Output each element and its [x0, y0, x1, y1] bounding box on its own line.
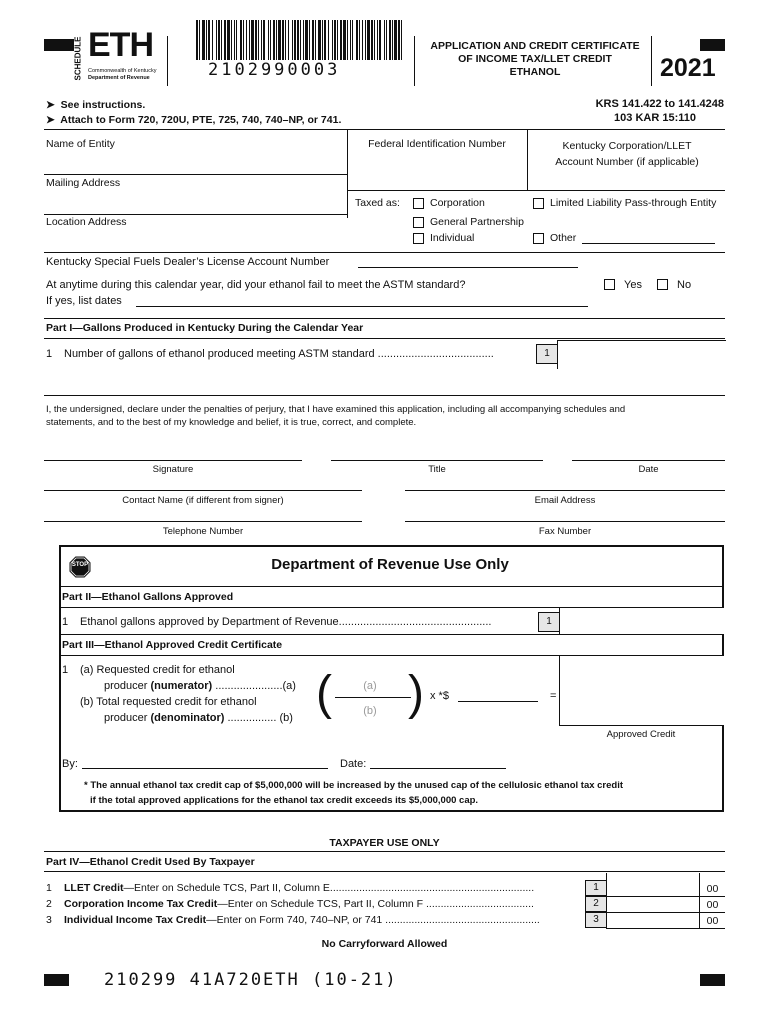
form-title: [410, 40, 660, 79]
part3-line-number: 1: [62, 664, 69, 676]
schedule-vertical-label: [70, 32, 84, 88]
part1-line-box: 1: [536, 344, 558, 364]
barcode-bar: [389, 20, 391, 60]
barcode-bar: [374, 20, 375, 60]
schedule-label: SCHEDULE: [73, 36, 83, 81]
part4-line-text: [64, 882, 576, 894]
barcode-bar: [386, 20, 387, 60]
partnership-checkbox[interactable]: [413, 217, 424, 228]
barcode-bar: [294, 20, 296, 60]
fraction-right-paren: ): [408, 667, 424, 720]
barcode-bar: [224, 20, 226, 60]
taxpayer-rule-2: [44, 871, 725, 872]
part4-cents: 00: [706, 883, 719, 895]
approved-credit-field[interactable]: [559, 656, 724, 726]
llp-checkbox[interactable]: [533, 198, 544, 209]
part4-line-text: [64, 914, 576, 926]
fein-field[interactable]: [350, 152, 524, 174]
part1-line-number: 1: [46, 348, 53, 360]
form-code: ETH: [88, 26, 153, 64]
barcode-bar: [258, 20, 259, 60]
barcode-bar: [379, 20, 381, 60]
corporation-checkbox[interactable]: [413, 198, 424, 209]
telephone-field[interactable]: [44, 521, 362, 522]
barcode-bar: [278, 20, 281, 60]
fraction-numerator: (a): [363, 680, 377, 692]
agency-name: Commonwealth of Kentucky: [88, 68, 157, 74]
barcode-bar: [261, 20, 262, 60]
mailing-address-field[interactable]: [44, 190, 346, 214]
equals-sign: =: [550, 690, 557, 702]
barcode-bar: [246, 20, 247, 60]
barcode-bar: [273, 20, 275, 60]
barcode-bar: [356, 20, 358, 60]
barcode-bar: [340, 20, 342, 60]
barcode-bar: [231, 20, 232, 60]
part2-line-box: 1: [538, 612, 560, 632]
part4-amount-left: [606, 873, 607, 929]
registration-mark-bottom-left: [44, 974, 69, 986]
part4-line-title: Individual Income Tax Credit: [64, 914, 207, 926]
header-divider-1: [167, 36, 168, 86]
barcode-bar: [206, 20, 207, 60]
declaration-text-1: I, the undersigned, declare under the penalties of perjury, that I have examined this application, including all accompanying schedules and: [46, 404, 626, 415]
dates-label: If yes, list dates: [46, 295, 122, 307]
astm-question: At anytime during this calendar year, did your ethanol fail to meet the ASTM standard?: [46, 279, 466, 291]
part3-denominator-label: (denominator): [150, 712, 225, 724]
part4-amount-field[interactable]: [608, 896, 698, 911]
entity-name-label: Name of Entity: [46, 138, 115, 150]
by-label: By:: [62, 758, 78, 770]
part4-line-number: 3: [46, 914, 52, 926]
part2-line-text: Ethanol gallons approved by Department of Revenue..................................................: [80, 616, 492, 628]
part4-line-rest: —Enter on Form 740, 740–NP, or 741 .....................................................: [206, 914, 540, 926]
fuels-license-label: Kentucky Special Fuels Dealer’s License Account Number: [46, 256, 330, 268]
fein-label: Federal Identification Number: [368, 138, 506, 150]
barcode-bar: [305, 20, 308, 60]
instruction-see: ➤ See instructions.: [46, 99, 146, 111]
barcode-bar: [202, 20, 205, 60]
statute-krs: KRS 141.422 to 141.4248: [595, 98, 724, 110]
part1-top-rule: [44, 318, 725, 319]
barcode-bar: [398, 20, 400, 60]
part3-b-line1: (b) Total requested credit for ethanol: [80, 696, 257, 708]
contact-name-label: Contact Name (if different from signer): [122, 495, 284, 506]
part4-line-box: 2: [585, 896, 607, 912]
barcode-bar: [234, 20, 235, 60]
llp-label: Limited Liability Pass-through Entity: [550, 197, 717, 209]
fax-label: Fax Number: [538, 526, 592, 537]
email-label: Email Address: [534, 495, 596, 506]
taxed-as-label: Taxed as:: [355, 197, 400, 209]
signature-label: Signature: [152, 464, 194, 475]
dor-rule-1: [60, 586, 723, 587]
taxpayer-heading: TAXPAYER USE ONLY: [329, 837, 440, 849]
stop-text: STOP: [71, 562, 89, 568]
part3-b-line2: [104, 712, 293, 724]
barcode-bar: [322, 20, 323, 60]
barcode-bar: [270, 20, 271, 60]
partnership-label: General Partnership: [430, 216, 524, 228]
barcode-bar: [240, 20, 242, 60]
registration-mark-bottom-right: [700, 974, 725, 986]
dates-field[interactable]: [136, 306, 588, 307]
part4-amount-field[interactable]: [608, 912, 698, 927]
barcode-bar: [196, 20, 198, 60]
fax-field[interactable]: [405, 521, 725, 522]
other-checkbox[interactable]: [533, 233, 544, 244]
taxpayer-rule-1: [44, 851, 725, 852]
registration-mark-top-right: [700, 39, 725, 51]
barcode-bar: [300, 20, 301, 60]
part3-numerator-label: (numerator): [150, 680, 213, 692]
barcode-bar: [221, 20, 222, 60]
barcode-bar: [352, 20, 353, 60]
barcode-bar: [303, 20, 304, 60]
barcode-bar: [315, 20, 316, 60]
barcode-bar: [392, 20, 393, 60]
entity-name-field[interactable]: [44, 152, 346, 174]
barcode-bar: [384, 20, 385, 60]
part4-cents: 00: [706, 899, 719, 911]
dor-heading: Department of Revenue Use Only: [271, 556, 509, 573]
part4-amount-rule: [606, 928, 725, 929]
part4-line-rest: —Enter on Schedule TCS, Part II, Column F .....................................: [217, 898, 534, 910]
part3-heading: Part III—Ethanol Approved Credit Certificate: [62, 639, 283, 651]
part4-line-title: Corporation Income Tax Credit: [64, 898, 218, 910]
individual-checkbox[interactable]: [413, 233, 424, 244]
part2-gallons-field[interactable]: [559, 608, 724, 635]
declaration-text-2: statements, and to the best of my knowledge and belief, it is true, correct, and complete.: [46, 417, 417, 428]
barcode-bar: [367, 20, 370, 60]
title-field[interactable]: [331, 460, 543, 461]
entity-top-rule: [44, 129, 725, 130]
barcode: [196, 20, 404, 60]
part4-cents: 00: [706, 915, 719, 927]
barcode-bar: [292, 20, 293, 60]
individual-label: Individual: [430, 232, 475, 244]
barcode-bar: [199, 20, 200, 60]
date-label: Date: [638, 464, 659, 475]
barcode-bar: [359, 20, 360, 60]
other-field[interactable]: [582, 243, 715, 244]
credit-cap-note-1: * The annual ethanol tax credit cap of $5,000,000 will be increased by the unused cap of the cellulosic ethanol tax credit: [84, 780, 624, 791]
corporation-label: Corporation: [430, 197, 485, 209]
ky-account-label-1: Kentucky Corporation/LLET: [562, 140, 692, 152]
barcode-bar: [362, 20, 363, 60]
part2-line-number: 1: [62, 616, 69, 628]
fraction-left-paren: (: [316, 667, 332, 720]
barcode-bar: [227, 20, 230, 60]
barcode-bar: [236, 20, 237, 60]
part1-line-text: Number of gallons of ethanol produced meeting ASTM standard ......................................: [64, 348, 494, 360]
part1-bottom-rule: [44, 395, 725, 396]
signature-field[interactable]: [44, 460, 302, 461]
barcode-bar: [212, 20, 213, 60]
barcode-bar: [243, 20, 244, 60]
instruction-attach-text: Attach to Form 720, 720U, PTE, 725, 740, 740–NP, or 741.: [60, 114, 342, 126]
barcode-bar: [263, 20, 265, 60]
part1-heading-rule: [44, 338, 725, 339]
header-divider-3: [651, 36, 652, 86]
barcode-bar: [332, 20, 333, 60]
entity-rule-2b: [347, 190, 725, 191]
barcode-bar: [328, 20, 329, 60]
barcode-bar: [208, 20, 210, 60]
barcode-bar: [285, 20, 286, 60]
barcode-bar: [318, 20, 321, 60]
barcode-bar: [337, 20, 338, 60]
barcode-bar: [371, 20, 373, 60]
instruction-see-text: See instructions.: [60, 99, 146, 111]
barcode-bar: [401, 20, 402, 60]
part3-a-line1: (a) Requested credit for ethanol: [80, 664, 235, 676]
credit-cap-field[interactable]: [458, 701, 538, 702]
barcode-bar: [255, 20, 257, 60]
barcode-bar: [249, 20, 250, 60]
part3-b-pre: producer: [104, 712, 151, 724]
statute-kar: 103 KAR 15:110: [614, 112, 696, 124]
barcode-bar: [343, 20, 346, 60]
fraction-denominator: (b): [363, 705, 377, 717]
barcode-graphic: [196, 20, 404, 60]
yes-checkbox[interactable]: [604, 279, 615, 290]
no-carryforward: No Carryforward Allowed: [321, 938, 448, 950]
location-address-label: Location Address: [46, 216, 127, 228]
part4-line-rest: —Enter on Schedule TCS, Part II, Column E......................................................................: [123, 882, 535, 894]
footer-form-code: 210299 41A720ETH (10-21): [104, 970, 398, 990]
contact-name-field[interactable]: [44, 490, 362, 491]
barcode-bar: [309, 20, 310, 60]
barcode-bar: [218, 20, 220, 60]
barcode-bar: [394, 20, 397, 60]
form-title-line1: APPLICATION AND CREDIT CERTIFICATE: [430, 40, 640, 52]
tax-year: 2021: [660, 54, 716, 82]
other-label: Other: [550, 232, 577, 244]
barcode-bar: [365, 20, 366, 60]
barcode-bar: [216, 20, 217, 60]
by-field[interactable]: [82, 768, 328, 769]
part4-line-number: 1: [46, 882, 52, 894]
part4-line-text: [64, 898, 576, 910]
part4-line-box: 1: [585, 880, 607, 896]
email-field[interactable]: [405, 490, 725, 491]
barcode-bar: [334, 20, 336, 60]
part4-cents-divider: [699, 873, 700, 929]
part2-heading: Part II—Ethanol Gallons Approved: [62, 591, 234, 603]
part4-heading: Part IV—Ethanol Credit Used By Taxpayer: [46, 856, 255, 868]
barcode-bar: [377, 20, 378, 60]
dor-date-label: Date:: [340, 758, 367, 770]
barcode-bar: [251, 20, 254, 60]
ky-account-label-2: Account Number (if applicable): [555, 156, 699, 168]
barcode-bar: [297, 20, 299, 60]
entity-rule-3: [44, 214, 347, 215]
barcode-bar: [288, 20, 289, 60]
dor-date-field[interactable]: [370, 768, 506, 769]
title-label: Title: [428, 464, 446, 475]
fraction-bar: [335, 697, 411, 698]
location-address-field[interactable]: [44, 230, 346, 252]
part4-line-box: 3: [585, 912, 607, 928]
part1-heading: Part I—Gallons Produced in Kentucky During the Calendar Year: [46, 322, 364, 334]
mailing-address-label: Mailing Address: [46, 177, 121, 189]
barcode-bar: [276, 20, 277, 60]
barcode-number: 2102990003: [208, 60, 341, 80]
agency-dept: Department of Revenue: [88, 75, 150, 81]
yes-label: Yes: [624, 279, 642, 291]
part4-line-number: 2: [46, 898, 52, 910]
credit-cap-note-2: if the total approved applications for the ethanol tax credit exceeds its $5,000,000 cap.: [90, 795, 479, 806]
part1-gallons-field[interactable]: [557, 340, 726, 369]
part3-b-post: ................ (b): [224, 712, 293, 724]
dor-rule-3: [60, 634, 723, 635]
barcode-bar: [268, 20, 269, 60]
approved-credit-label: Approved Credit: [606, 729, 676, 740]
no-label: No: [677, 279, 692, 291]
part3-a-line2: [104, 680, 296, 692]
part3-a-pre: producer: [104, 680, 151, 692]
barcode-bar: [350, 20, 351, 60]
part3-a-post: ......................(a): [212, 680, 296, 692]
form-title-line3: ETHANOL: [509, 66, 561, 78]
date-field[interactable]: [572, 460, 725, 461]
barcode-bar: [347, 20, 348, 60]
entity-rule-4: [44, 252, 725, 253]
part4-amount-field[interactable]: [608, 880, 698, 895]
fuels-license-field[interactable]: [358, 267, 578, 268]
times-cap: x *$: [430, 690, 449, 702]
entity-rule-2: [44, 174, 347, 175]
barcode-bar: [282, 20, 284, 60]
form-title-line2: OF INCOME TAX/LLET CREDIT: [458, 53, 612, 65]
telephone-label: Telephone Number: [162, 526, 244, 537]
barcode-bar: [324, 20, 326, 60]
instruction-attach: ➤ Attach to Form 720, 720U, PTE, 725, 740, 740–NP, or 741.: [46, 114, 342, 126]
barcode-bar: [312, 20, 314, 60]
ky-account-label: [528, 138, 726, 170]
no-checkbox[interactable]: [657, 279, 668, 290]
part4-line-title: LLET Credit: [64, 882, 124, 894]
